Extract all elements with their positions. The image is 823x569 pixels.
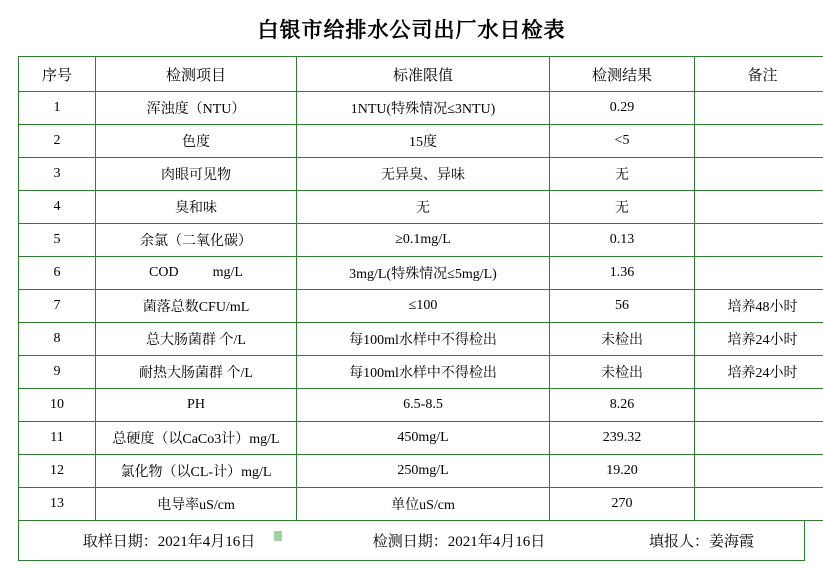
cell-item: 色度 xyxy=(96,125,297,158)
cell-limit: 每100ml水样中不得检出 xyxy=(297,323,550,356)
cell-item: 菌落总数CFU/mL xyxy=(96,290,297,323)
cell-remark xyxy=(695,488,823,521)
cell-limit: 1NTU(特殊情况≤3NTU) xyxy=(297,92,550,125)
cell-result: 无 xyxy=(550,191,695,224)
table-row xyxy=(19,389,823,422)
cell-limit: 单位uS/cm xyxy=(297,488,550,521)
table-row xyxy=(19,257,823,290)
cell-remark xyxy=(695,92,823,125)
cell-remark xyxy=(695,455,823,488)
cell-limit: 3mg/L(特殊情况≤5mg/L) xyxy=(297,257,550,290)
table-row xyxy=(19,323,823,356)
cell-no: 2 xyxy=(19,125,96,158)
cell-result: 19.20 xyxy=(550,455,695,488)
cell-no: 10 xyxy=(19,389,96,422)
cell-no: 5 xyxy=(19,224,96,257)
cell-remark xyxy=(695,191,823,224)
cell-remark xyxy=(695,257,823,290)
table-row xyxy=(19,356,823,389)
footer-content xyxy=(19,521,804,560)
cell-result: 0.29 xyxy=(550,92,695,125)
cell-remark xyxy=(695,389,823,422)
green-marker-icon xyxy=(274,531,282,541)
cell-limit: ≤100 xyxy=(297,290,550,323)
cell-item: 总大肠菌群 个/L xyxy=(96,323,297,356)
cell-remark: 培养24小时 xyxy=(695,323,823,356)
table-row xyxy=(19,488,823,521)
table-row xyxy=(19,191,823,224)
cell-result: 239.32 xyxy=(550,422,695,455)
column-header-limit: 标准限值 xyxy=(297,57,550,92)
cell-no: 11 xyxy=(19,422,96,455)
water-quality-table xyxy=(18,56,823,521)
column-header-result: 检测结果 xyxy=(550,57,695,92)
cell-no: 12 xyxy=(19,455,96,488)
cell-remark xyxy=(695,422,823,455)
table-row xyxy=(19,224,823,257)
cell-no: 9 xyxy=(19,356,96,389)
test-date-label: 检测日期：2021年4月16日 xyxy=(372,534,546,550)
cell-no: 3 xyxy=(19,158,96,191)
cell-item: 耐热大肠菌群 个/L xyxy=(96,356,297,389)
cell-no: 4 xyxy=(19,191,96,224)
cell-no: 6 xyxy=(19,257,96,290)
table-row xyxy=(19,158,823,191)
cell-item: 肉眼可见物 xyxy=(96,158,297,191)
cell-remark xyxy=(695,158,823,191)
cell-limit: 450mg/L xyxy=(297,422,550,455)
cell-no: 1 xyxy=(19,92,96,125)
cell-no: 8 xyxy=(19,323,96,356)
cell-result: 未检出 xyxy=(550,356,695,389)
cell-limit: 15度 xyxy=(297,125,550,158)
table-row xyxy=(19,125,823,158)
cell-result: 无 xyxy=(550,158,695,191)
cell-item: 浑浊度（NTU） xyxy=(96,92,297,125)
sample-date-label: 取样日期：2021年4月16日 xyxy=(82,534,256,550)
table-row xyxy=(19,290,823,323)
cell-result: 1.36 xyxy=(550,257,695,290)
cell-item: PH xyxy=(96,389,297,422)
table-row xyxy=(19,92,823,125)
cell-item-unit: mg/L xyxy=(212,265,243,280)
cell-result: <5 xyxy=(550,125,695,158)
cell-item: 电导率uS/cm xyxy=(96,488,297,521)
table-row xyxy=(19,455,823,488)
cell-limit: ≥0.1mg/L xyxy=(297,224,550,257)
cell-item: 总硬度（以CaCo3计）mg/L xyxy=(96,422,297,455)
cell-item xyxy=(96,257,297,290)
column-header-no: 序号 xyxy=(19,57,96,92)
cell-no: 7 xyxy=(19,290,96,323)
cell-limit: 无异臭、异味 xyxy=(297,158,550,191)
cell-remark: 培养48小时 xyxy=(695,290,823,323)
cell-limit: 250mg/L xyxy=(297,455,550,488)
cell-result: 270 xyxy=(550,488,695,521)
cell-limit: 6.5-8.5 xyxy=(297,389,550,422)
footer-row xyxy=(18,521,805,561)
cell-remark xyxy=(695,125,823,158)
cell-item: 臭和味 xyxy=(96,191,297,224)
cell-result: 未检出 xyxy=(550,323,695,356)
report-table-wrapper xyxy=(18,56,805,521)
cell-item: 余氯（二氧化碳） xyxy=(96,224,297,257)
table-header-row xyxy=(19,57,823,92)
cell-result: 8.26 xyxy=(550,389,695,422)
cell-remark xyxy=(695,224,823,257)
cell-item-label: COD xyxy=(149,265,179,280)
page-title: 白银市给排水公司出厂水日检表 xyxy=(257,18,566,42)
cell-result: 56 xyxy=(550,290,695,323)
reporter-label: 填报人：姜海霞 xyxy=(648,534,754,550)
table-row xyxy=(19,422,823,455)
column-header-remark: 备注 xyxy=(695,57,823,92)
column-header-item: 检测项目 xyxy=(96,57,297,92)
cell-item: 氯化物（以CL-计）mg/L xyxy=(96,455,297,488)
cell-limit: 每100ml水样中不得检出 xyxy=(297,356,550,389)
cell-no: 13 xyxy=(19,488,96,521)
table-body xyxy=(19,92,823,521)
cell-remark: 培养24小时 xyxy=(695,356,823,389)
cell-result: 0.13 xyxy=(550,224,695,257)
cell-limit: 无 xyxy=(297,191,550,224)
table-header xyxy=(19,57,823,92)
